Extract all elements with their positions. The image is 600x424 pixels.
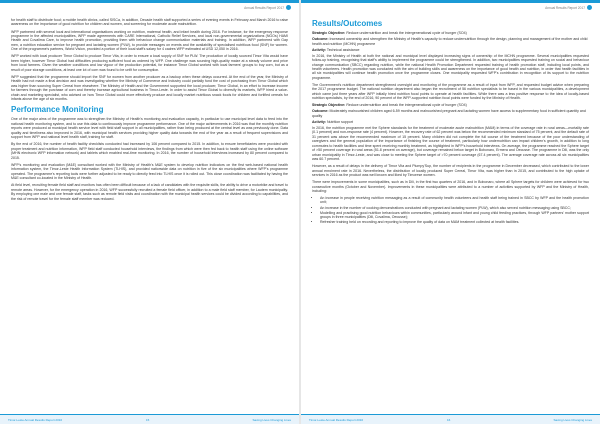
paragraph: WFP's monitoring and evaluation (M&E) consultant worked with the Ministry of Health's M&E system to develop nutrition indicators on the first web-based national health information system, the Timor-Leste Health Information System (TLHIS), and provided nationwide data on nutrition in five of the six municipalities where WFP's programme operated. The programme's reporting tools were further adjusted to be ready to directly feed into TLHIS once it is rolled out. This close coordination was facilitated by having the M&E consultant co-located in the Ministry of Health.	[11, 162, 288, 181]
wfp-logo-icon	[286, 5, 291, 10]
page-footer	[0, 414, 299, 424]
paragraph: By the end of 2016, the number of health facility checklists conducted had increased by 106 percent compared to 2015. In addition, to ensure beneficiaries were provided with proper treatment and nutrition information, WFP field staff conducted household interviews, the findings from which were then fed back to health staff using the online software (MHN electronic WFP information network) and tablets which enabled real-time monitoring. In 2016, the number of household interviews increased by 80 percent compared to 2015.	[11, 142, 288, 160]
section-title-results-outcomes: Results/Outcomes	[312, 19, 383, 28]
paragraph: The Government's nutrition department strengthened oversight and monitoring of the programme as a result of input from WFP, and requested budget advice when preparing the 2017 programme budget. The national nutrition department also began the recruitment of 56 nutrition specialists to be based in the various municipalities, a development which came just three years after WFP initially hired nutrition focal points to operate at health facilities. While there was a less positive response to the idea of locally-based nutrition specialists, by the end of 2016, 90 percent of the WFP-supported nutrition focal points were funded by the Ministry of Health.	[312, 82, 589, 101]
paragraph: WFP worked with local producer Timor Global to produce Timor Vita, in order to ensure a local supply of SNF for PLW. The production of locally sourced Timor Vita would have been higher, however Timor Global had difficulties producing sufficient food as ordered by WFP. One challenge was sourcing high-quality maize at a steady volume and price from local farmers. Given the weather conditions and low vigour of the production potential, for instance Timor Global worked with local farmers' groups to buy corn, but as a result of poor storage conditions, at least one lot of corn was found to be unfit for consumption.	[11, 54, 288, 72]
paragraph: There were improvements in some municipalities, such as in Dili, in the first two quarters of 2016, and in Bobonaro, where all Sphere targets for children were achieved for two consecutive months (October and November). Improvements in these municipalities were attributed to a number of activities supported by WFP and the Ministry of Health, including:	[312, 180, 589, 193]
top-accent-bar	[0, 0, 299, 3]
activity-line: Activity: Technical assistance	[312, 47, 360, 52]
paragraph: WFP suggested that the programme should import the SNF for women from another producer as a backup when these delays occurred. At the end of the year, the Ministry of Health had not made a final decision and was investigating whether the Ministry of Commerce and Industry could partially fund the cost of purchasing from Timor Global which was higher than sourcing Super Cereal from elsewhere. The Ministry of Health and the Government supported the local producer, Timor Global, in an effort to increase income for farmers through the purchase of corn and thereby increase agricultural business in Timor-Leste. In order to assist Timor Global to diversify its markets, WFP hired a value-chain and marketing specialist, who advised on how Timor Global could more effectively produce and locally market nutritious snack foods for children and fortified cereals for infants above the age of six months.	[11, 74, 288, 102]
paragraph: At field level, recruiting female field staff and monitors has often been difficult because of a lack of candidates with the requisite skills, the ability to drive a motorbike and travel to remote areas. However, for the emergency operation in 2016, WFP successfully recruited a female field officer, in addition to a male field staff member, for Lautem municipality. By employing one male and one female staff, tasks such as remote field visits and coordination with the municipal health services could be divided according to capabilities, and the risk of remote travel for the female staff member was reduced.	[11, 183, 288, 201]
wfp-logo-icon	[587, 5, 592, 10]
left-page	[0, 0, 299, 424]
footer-left-text: Timor-Leste Annual Results Report 2016	[8, 418, 63, 422]
outcome-line: Outcome: Increased ownership and strengthen the Ministry of Health's capacity to reduce undernutrition through the design, planning and management of the mother and child health and nutrition (MCHN) programme	[312, 37, 588, 46]
running-header-text: Annual Results Report 2017	[545, 5, 585, 10]
activity-line: Activity: Nutrition support	[312, 119, 354, 124]
list-item: • Modelling and practising good nutrition behaviours within communities, particularly around infant and young child feeding practices, through WFP partners' mother support groups in three municipalities (Dili, Covalima, Oecusse);	[320, 211, 589, 220]
paragraph: In 2016, the Ministry of Health at both the national and municipal level displayed increasing signs of ownership of the MCHN programme. Several municipalities requested follow-up training, recognising that staff's ability to implement the programme could be strengthened. In addition, two municipalities requested training on social and behaviour change communication (SBCC) regarding nutrition, while the national Health Promotion Department requested training of health promotion staff, including local points, and health volunteers. Health promotion was conducted with the aim of building skills and awareness on the importance of good health and nutrition, in order that health facilities in all six municipalities will continue health promotion once the programme closes. One municipality requested WFP's contribution in recognition of its support to the nutrition programme.	[312, 53, 589, 80]
right-page	[301, 0, 600, 424]
paragraph: However, as a result of delays in the delivery of Timor Vita and Plumpy'Sup, the number of recipients in the programme in December decreased, which contributed to the lower annual enrolment rate in 2016. Nevertheless, the distribution of locally produced Super Cereal, Timor Vita, was higher than in 2015, and contributed to the high uptake of services in 2016 as the product was well known and liked by Timorese women.	[312, 164, 589, 178]
paragraph: for health staff to distribute food; a mobile health clinics, called SISCa, in addition, Decade health staff supported a series of evening events in February and March 2016 to raise awareness on the importance of good nutrition for children and women, and screening for moderate acute malnutrition.	[11, 18, 288, 27]
footer-right-text: Saving Lives Changing Lives	[252, 418, 291, 422]
outcome-line: Outcome: Moderately malnourished children aged 6-59 months and malnourished pregnant and lactating women have access to supplementary food in sufficient quantity and quality	[312, 109, 586, 118]
improvements-list	[312, 196, 589, 225]
paragraph: One of the major aims of the programme was to strengthen the Ministry of Health's monitoring and evaluation capacity, in particular to use municipal level data to feed into the national health monitoring system, and to use this data to continuously improve programme performance. One of the major achievements in 2016 was that the monthly nutrition reports were produced at municipal health service level with field staff support in all municipalities, rather than being produced at the central level as was previously done. Data quality and timeliness also improved in 2016, with municipal health services providing higher quality data towards the end of the year as a result of frequent supervisions and support from WFP and national level health staff, training for staff.	[11, 117, 288, 140]
strategic-objective-line: Strategic Objective: Reduce undernutrition and break the intergenerational cycle of hunger (SO4)	[312, 103, 467, 108]
section-title-performance-monitoring: Performance Monitoring	[11, 105, 104, 115]
page-number: 15	[146, 418, 150, 422]
page-number: 16	[447, 418, 451, 422]
list-item: • Refresher training held on recording and reporting to improve the quality of data on MAM treatment collected at health facilities.	[320, 220, 589, 224]
strategic-objective-line: Strategic Objective: Reduce undernutrition and break the intergenerational cycle of hunger (SO4)	[312, 31, 467, 35]
running-header	[244, 5, 291, 10]
list-item: • An increase in the number of cooking demonstrations conducted with pregnant and lactating women (PLW), which also served nutrition messaging using SBCC;	[320, 206, 589, 210]
paragraph: WFP partnered with several local and international organisations working on nutrition, maternal health, and infant health during 2016. For instance, for the emergency response programme in the affected municipalities, WFP made agreements with CARE International, Catholic Relief Services, and local non-governmental organizations (NGOs) HAMI Health and Covalima Care, to improve health promotion, providing them with behaviour change communication materials and training. In addition, WFP partnered with Gap men, a nutrition education service for pregnant and lactating women (PLW), to provide messages on events and the availability of specialised nutritious food (SNF) for women. One of the programme's partners, World Vision, provided a portion of their local staff's salary for 4 cadres WFP estimated at USD 12,050 in 2016.	[11, 29, 288, 52]
footer-right-text: Saving Lives Changing Lives	[553, 418, 592, 422]
page-footer	[301, 414, 600, 424]
footer-left-text: Timor-Leste Annual Results Report 2016	[309, 418, 364, 422]
top-accent-bar	[301, 0, 600, 3]
list-item: • An increase in people receiving nutrition messaging as a result of community health volunteers and health staff being trained in SBCC by WFP and the health promotion unit;	[320, 196, 589, 205]
right-page-content	[312, 17, 589, 410]
left-page-content	[11, 18, 288, 410]
running-header	[545, 5, 592, 10]
paragraph: In 2016, the nutrition programme met the Sphere standards for the treatment of moderate acute malnutrition (MAM) in terms of the coverage rate in rural areas—mortality rate (0.1 percent) and non-response rate (4 percent). However, the recovery rate of 62 percent was below the recommended minimum standard of 75 percent, and the default rate of 31 percent was above the recommended maximum of 15 percent. Many children did not complete the full course of the treatment because of the poor understanding of caregivers and the general population of the importance of finishing the course of treatment, particularly how undernutrition can impact children's growth, in addition to long commutes to health facilities and time spent receiving monthly treatment, as highlighted in WFP's household interviews. On average, the programme reached the Sphere target of >50 percent coverage in rural areas (51.8 percent on average), but coverage remained below target in Bobonaro, Ermera and Oecusse. The programme in Dili, was the only urban municipality in Timor-Leste, and was close to meeting the Sphere target of >70 percent coverage (67.4 percent). The average coverage rate across all six municipalities was 60.7 percent.	[312, 125, 589, 162]
running-header-text: Annual Results Report 2017	[244, 5, 284, 10]
